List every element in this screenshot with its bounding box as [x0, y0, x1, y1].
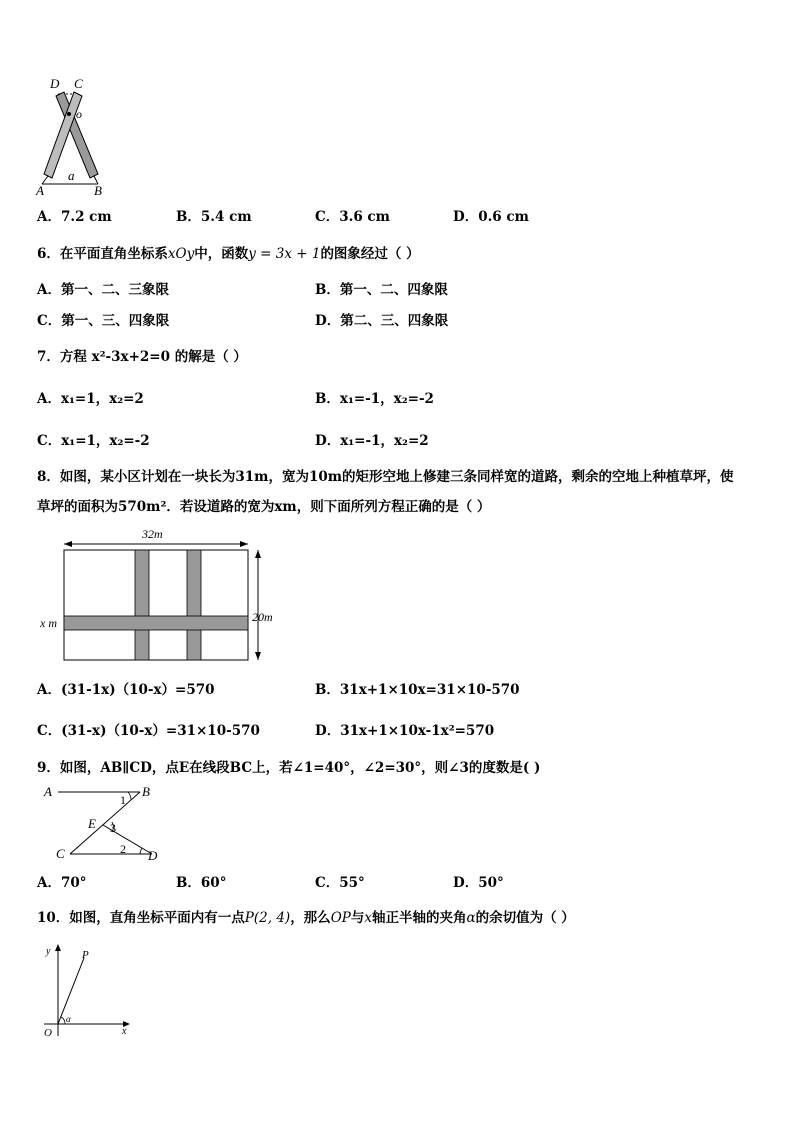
q6-function: y = 3x + 1 — [248, 246, 321, 262]
q10-angle: α — [466, 910, 476, 926]
q10-stem-a: 10．如图，直角坐标平面内有一点 — [37, 910, 245, 926]
width-label: 32m — [142, 527, 163, 541]
parallel-lines-figure — [36, 782, 168, 866]
label-a: a — [68, 168, 75, 183]
q6-stem-a: 6．在平面直角坐标系 — [37, 246, 168, 262]
q8-stem-line2: 草坪的面积为570m²．若设道路的宽为xm，则下面所列方程正确的是（ ） — [37, 499, 491, 515]
angle-2-label: 2 — [120, 842, 126, 856]
coordinate-figure — [36, 940, 136, 1040]
q7-option-d: D．x₁=-1，x₂=2 — [315, 433, 429, 449]
q5-option-c: C．3.6 cm — [315, 209, 390, 225]
label-A: A — [44, 784, 52, 799]
q9-option-a: A．70° — [37, 875, 87, 891]
q8-stem-line1: 8．如图，某小区计划在一块长为31m，宽为10m的矩形空地上修建三条同样宽的道路，剩余的空地上种植草坪，使 — [37, 469, 734, 485]
q6-option-b: B．第一、二、四象限 — [315, 282, 448, 298]
q6-stem — [37, 245, 420, 263]
label-O: o — [76, 107, 82, 121]
label-D: D — [148, 848, 158, 863]
q6-option-d: D．第二、三、四象限 — [315, 313, 449, 329]
q5-option-d: D．0.6 cm — [453, 209, 529, 225]
q8-option-d: D．31x+1×10x-1x²=570 — [315, 723, 495, 739]
label-B: B — [94, 183, 102, 198]
q7-stem: 7．方程 x²-3x+2=0 的解是（ ） — [37, 349, 247, 365]
label-C: C — [74, 76, 83, 91]
label-P: P — [82, 949, 89, 961]
q9-option-c: C．55° — [315, 875, 365, 891]
q7-option-c: C．x₁=1，x₂=-2 — [37, 433, 150, 449]
q10-point: P(2, 4) — [244, 910, 291, 926]
compass-figure — [34, 74, 110, 198]
label-B: B — [142, 784, 150, 799]
q7-option-b: B．x₁=-1，x₂=-2 — [315, 391, 434, 407]
q6-stem-c: 的图象经过（ ） — [320, 246, 420, 262]
q5-option-a: A．7.2 cm — [37, 209, 112, 225]
label-A: A — [36, 183, 44, 198]
q10-axis: x — [364, 910, 372, 926]
q5-option-b: B．5.4 cm — [176, 209, 252, 225]
q8-option-c: C．(31-x)（10-x）=31×10-570 — [37, 723, 260, 739]
label-O: O — [44, 1027, 52, 1039]
q6-option-c: C．第一、三、四象限 — [37, 313, 170, 329]
q10-stem-e: 的余切值为（ ） — [475, 910, 575, 926]
q10-stem-d: 轴正半轴的夹角 — [371, 910, 467, 926]
q10-segment: OP — [330, 910, 351, 926]
q6-stem-b: 中，函数 — [194, 246, 249, 262]
q6-var-xoy: xOy — [167, 246, 195, 262]
q6-option-a: A．第一、二、三象限 — [37, 282, 169, 298]
label-x: x — [122, 1026, 127, 1037]
road-width-label: x m — [40, 616, 57, 630]
q10-stem — [37, 909, 575, 927]
angle-1-label: 1 — [120, 793, 126, 807]
q9-option-b: B．60° — [176, 875, 227, 891]
q8-option-a: A．(31-1x)（10-x）=570 — [37, 682, 215, 698]
q9-stem: 9．如图，AB∥CD，点E在线段BC上，若∠1=40°，∠2=30°，则∠3的度数是( ) — [37, 760, 541, 776]
q10-stem-b: ，那么 — [290, 910, 331, 926]
label-C: C — [56, 846, 65, 861]
q7-option-a: A．x₁=1，x₂=2 — [37, 391, 144, 407]
label-y: y — [46, 946, 51, 957]
height-label: 20m — [252, 610, 273, 624]
label-D: D — [50, 76, 60, 91]
q8-option-b: B．31x+1×10x=31×10-570 — [315, 682, 520, 698]
angle-3-label: 3 — [110, 821, 116, 835]
label-E: E — [88, 816, 96, 831]
q9-option-d: D．50° — [453, 875, 504, 891]
q10-stem-c: 与 — [350, 910, 365, 926]
road-figure — [36, 524, 286, 666]
label-alpha: α — [66, 1014, 71, 1024]
